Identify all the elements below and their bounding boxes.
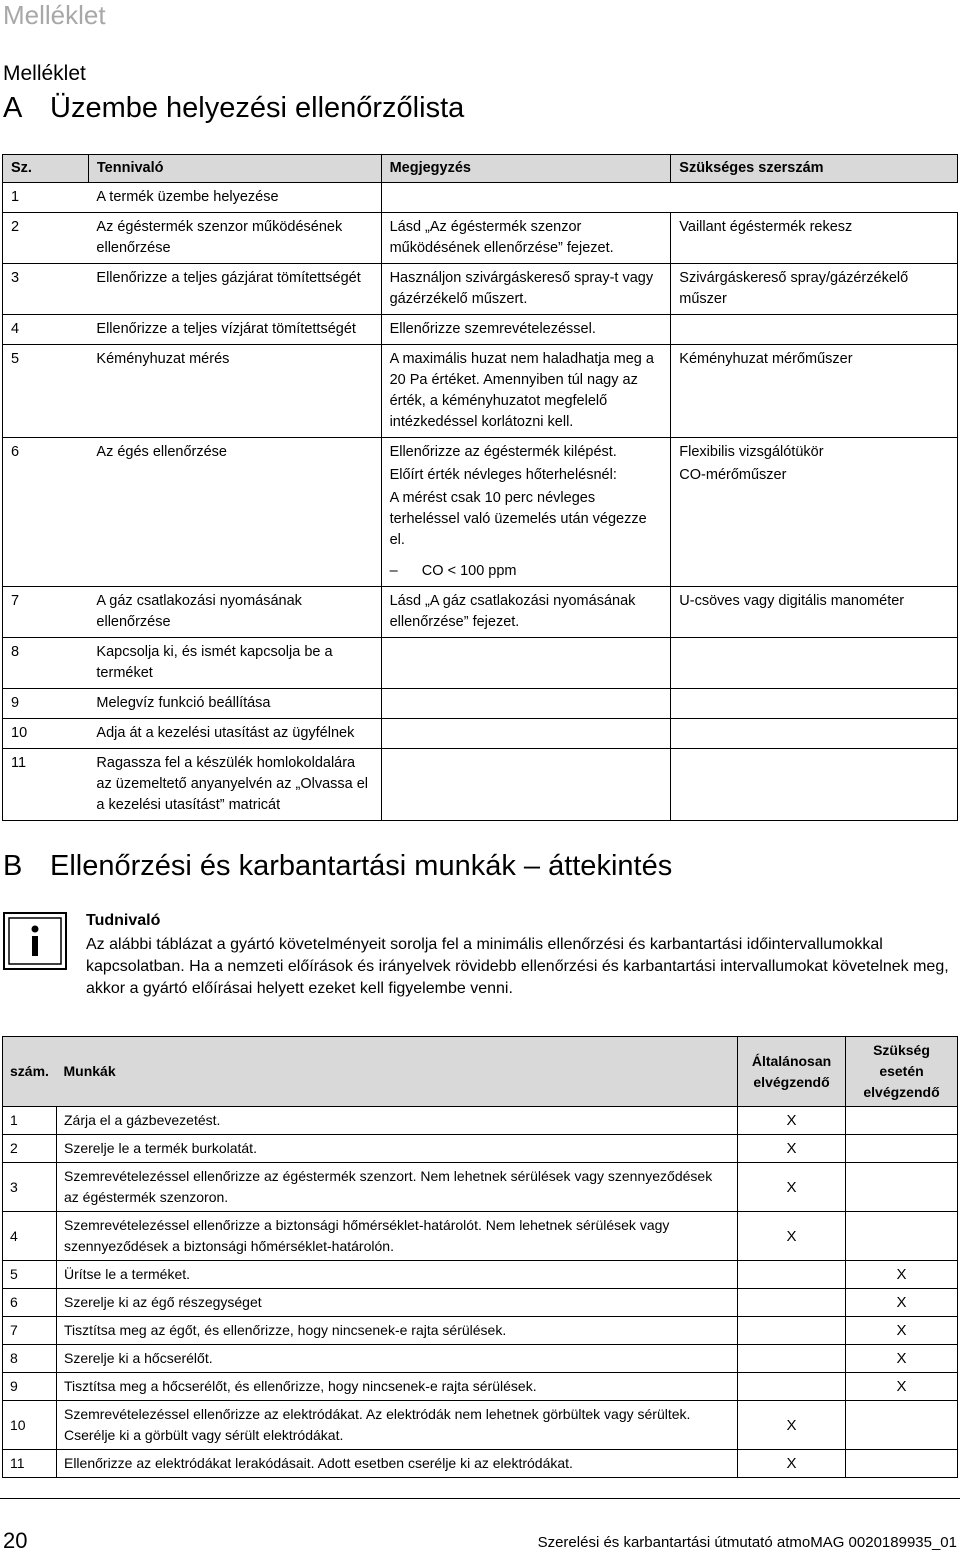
row-tool: Kéményhuzat mérőműszer	[671, 345, 958, 438]
row-task: Ürítse le a terméket.	[56, 1261, 737, 1289]
row-tool	[671, 315, 958, 345]
row-if-needed-mark	[846, 1107, 958, 1135]
row-number: 10	[3, 1401, 57, 1450]
row-task: Ellenőrizze a teljes gázjárat tömítettségét	[88, 264, 381, 315]
table-row	[3, 1450, 958, 1478]
table-row	[3, 1289, 958, 1317]
col-header-general: Általánosan elvégzendő	[738, 1037, 846, 1107]
row-number: 7	[3, 1317, 57, 1345]
info-icon	[3, 912, 67, 970]
section-a-letter: A	[3, 92, 23, 124]
table-row	[3, 1373, 958, 1401]
row-note	[381, 183, 671, 213]
col-header-if-needed: Szükség esetén elvégzendő	[846, 1037, 958, 1107]
row-general-mark: X	[738, 1135, 846, 1163]
row-number: 2	[3, 1135, 57, 1163]
section-a-heading	[3, 92, 464, 125]
col-header-no: Sz.	[3, 155, 89, 183]
row-tool	[671, 638, 958, 689]
row-note	[381, 749, 671, 821]
row-if-needed-mark	[846, 1401, 958, 1450]
section-b-letter: B	[3, 850, 23, 882]
row-general-mark	[738, 1289, 846, 1317]
col-header-no: szám.	[3, 1037, 57, 1107]
note-text: Az alábbi táblázat a gyártó követelményeit sorolja fel a minimális ellenőrzési és karbantartási időintervallumokkal kapcsolatban. Ha a nemzeti előírások és irányelvek rövidebb ellenőrzési és karbantartási intervallumokat követelnek meg, akkor a gyártó előírásai helyett ezeket kell figyelembe venni.	[86, 936, 949, 997]
table-row	[3, 1317, 958, 1345]
row-task: Kapcsolja ki, és ismét kapcsolja be a terméket	[88, 638, 381, 689]
row-task: Ellenőrizze a teljes vízjárat tömítettségét	[88, 315, 381, 345]
row-number: 11	[3, 749, 89, 821]
row-task: Szerelje ki a hőcserélőt.	[56, 1345, 737, 1373]
row-number: 2	[3, 213, 89, 264]
row-general-mark: X	[738, 1163, 846, 1212]
row-task: Szerelje le a termék burkolatát.	[56, 1135, 737, 1163]
row-task: Zárja el a gázbevezetést.	[56, 1107, 737, 1135]
row-number: 3	[3, 1163, 57, 1212]
row-task: Szemrevételezéssel ellenőrizze az égéstermék szenzort. Nem lehetnek sérülések vagy szennyeződések az égéstermék szenzoron.	[56, 1163, 737, 1212]
row-number: 3	[3, 264, 89, 315]
row-task: Szemrevételezéssel ellenőrizze az elektródákat. Az elektródák nem lehetnek görbültek vagy sérültek. Cserélje ki a görbült vagy sérült elektródákat.	[56, 1401, 737, 1450]
row-task: Szemrevételezéssel ellenőrizze a biztonsági hőmérséklet-határolót. Nem lehetnek sérülések vagy szennyeződések a biztonsági hőmérséklet-határolón.	[56, 1212, 737, 1261]
page-number: 20	[3, 1528, 28, 1553]
row-note: Ellenőrizze szemrevételezéssel.	[381, 315, 671, 345]
row-number: 5	[3, 1261, 57, 1289]
row-if-needed-mark	[846, 1163, 958, 1212]
row-number: 4	[3, 315, 89, 345]
col-header-task: Munkák	[56, 1037, 737, 1107]
row-general-mark: X	[738, 1450, 846, 1478]
row-number: 7	[3, 587, 89, 638]
note-heading: Tudnivaló	[86, 912, 161, 929]
row-task: Melegvíz funkció beállítása	[88, 689, 381, 719]
row-number: 6	[3, 438, 89, 587]
row-tool: Szivárgáskereső spray/gázérzékelő műszer	[671, 264, 958, 315]
row-task: Kéményhuzat mérés	[88, 345, 381, 438]
row-tool: U-csöves vagy digitális manométer	[671, 587, 958, 638]
row-tool: Vaillant égéstermék rekesz	[671, 213, 958, 264]
row-note	[381, 719, 671, 749]
row-tool-secondary: CO-mérőműszer	[679, 467, 787, 483]
row-general-mark	[738, 1317, 846, 1345]
row-note-group	[381, 438, 671, 587]
maintenance-table	[2, 1036, 958, 1478]
row-tool	[671, 749, 958, 821]
row-tool-group	[671, 438, 958, 587]
row-note	[381, 638, 671, 689]
row-number: 8	[3, 1345, 57, 1373]
row-number: 10	[3, 719, 89, 749]
row-if-needed-mark	[846, 1450, 958, 1478]
section-a-title: Üzembe helyezési ellenőrzőlista	[50, 92, 465, 124]
section-heading: Melléklet	[3, 62, 86, 85]
row-note: Használjon szivárgáskereső spray-t vagy gázérzékelő műszert.	[381, 264, 671, 315]
row-task: Tisztítsa meg az égőt, és ellenőrizze, hogy nincsenek-e rajta sérülések.	[56, 1317, 737, 1345]
row-note	[381, 689, 671, 719]
row-note: Ellenőrizze az égéstermék kilépést.	[389, 444, 617, 460]
table-row	[3, 1212, 958, 1261]
table-row	[3, 719, 958, 749]
table-row	[3, 345, 958, 438]
footer-divider	[0, 1498, 960, 1499]
row-note-measurement: A mérést csak 10 perc névleges terheléssel való üzemelés után végezze el.	[389, 490, 647, 548]
row-general-mark	[738, 1345, 846, 1373]
table-row	[3, 1345, 958, 1373]
row-note: Lásd „Az égéstermék szenzor működésének ellenőrzése” fejezet.	[381, 213, 671, 264]
row-number: 9	[3, 1373, 57, 1401]
row-general-mark	[738, 1373, 846, 1401]
row-tool	[671, 183, 958, 213]
row-tool: Flexibilis vizsgálótükör	[679, 444, 824, 460]
col-header-task: Tennivaló	[88, 155, 381, 183]
row-number: 5	[3, 345, 89, 438]
running-header: Melléklet	[3, 0, 106, 30]
row-number: 11	[3, 1450, 57, 1478]
row-task: Az égéstermék szenzor működésének ellenőrzése	[88, 213, 381, 264]
row-tool	[671, 689, 958, 719]
row-if-needed-mark: X	[846, 1345, 958, 1373]
row-general-mark: X	[738, 1401, 846, 1450]
table-row	[3, 1401, 958, 1450]
section-b-title: Ellenőrzési és karbantartási munkák – áttekintés	[50, 850, 673, 882]
row-number: 1	[3, 183, 89, 213]
row-number: 6	[3, 1289, 57, 1317]
table-row	[3, 315, 958, 345]
row-note: Lásd „A gáz csatlakozási nyomásának ellenőrzése” fejezet.	[381, 587, 671, 638]
table-row	[3, 689, 958, 719]
row-task: Szerelje ki az égő részegységet	[56, 1289, 737, 1317]
table-row	[3, 1163, 958, 1212]
col-header-tool: Szükséges szerszám	[671, 155, 958, 183]
table-header-row	[3, 155, 958, 183]
row-task: Tisztítsa meg a hőcserélőt, és ellenőrizze, hogy nincsenek-e rajta sérülések.	[56, 1373, 737, 1401]
table-row	[3, 183, 958, 213]
row-if-needed-mark: X	[846, 1261, 958, 1289]
table-row	[3, 1135, 958, 1163]
row-if-needed-mark	[846, 1135, 958, 1163]
row-general-mark	[738, 1261, 846, 1289]
row-number: 9	[3, 689, 89, 719]
table-row	[3, 1107, 958, 1135]
table-row	[3, 638, 958, 689]
table-row	[3, 587, 958, 638]
row-number: 8	[3, 638, 89, 689]
footer-text: Szerelési és karbantartási útmutató atmoMAG 0020189935_01	[537, 1534, 957, 1551]
row-task: Ragassza fel a készülék homlokoldalára az üzemeltető anyanyelvén az „Olvassa el a kezelési utasítást” matricát	[88, 749, 381, 821]
section-b-heading	[3, 850, 672, 883]
table-row	[3, 749, 958, 821]
row-task: Adja át a kezelési utasítást az ügyfélnek	[88, 719, 381, 749]
table-header-row	[3, 1037, 958, 1107]
commissioning-checklist-table	[2, 154, 958, 821]
row-task: Az égés ellenőrzése	[88, 438, 381, 587]
row-number: 4	[3, 1212, 57, 1261]
row-task: A termék üzembe helyezése	[88, 183, 381, 213]
row-if-needed-mark: X	[846, 1289, 958, 1317]
row-note: A maximális huzat nem haladhatja meg a 20 Pa értéket. Amennyiben túl nagy az érték, a kéményhuzatot megfelelő intézkedéssel korlátozni kell.	[381, 345, 671, 438]
row-note-co-limit: – CO < 100 ppm	[389, 563, 517, 579]
row-tool	[671, 719, 958, 749]
row-general-mark: X	[738, 1212, 846, 1261]
row-if-needed-mark: X	[846, 1373, 958, 1401]
table-row	[3, 1261, 958, 1289]
table-row	[3, 264, 958, 315]
table-row	[3, 438, 958, 587]
row-if-needed-mark: X	[846, 1317, 958, 1345]
row-task: Ellenőrizze az elektródákat lerakódásait. Adott esetben cserélje ki az elektródákat.	[56, 1450, 737, 1478]
table-row	[3, 213, 958, 264]
row-task: A gáz csatlakozási nyomásának ellenőrzése	[88, 587, 381, 638]
row-number: 1	[3, 1107, 57, 1135]
col-header-note: Megjegyzés	[381, 155, 671, 183]
row-general-mark: X	[738, 1107, 846, 1135]
row-note-setpoint: Előírt érték névleges hőterhelésnél:	[389, 467, 617, 483]
row-if-needed-mark	[846, 1212, 958, 1261]
